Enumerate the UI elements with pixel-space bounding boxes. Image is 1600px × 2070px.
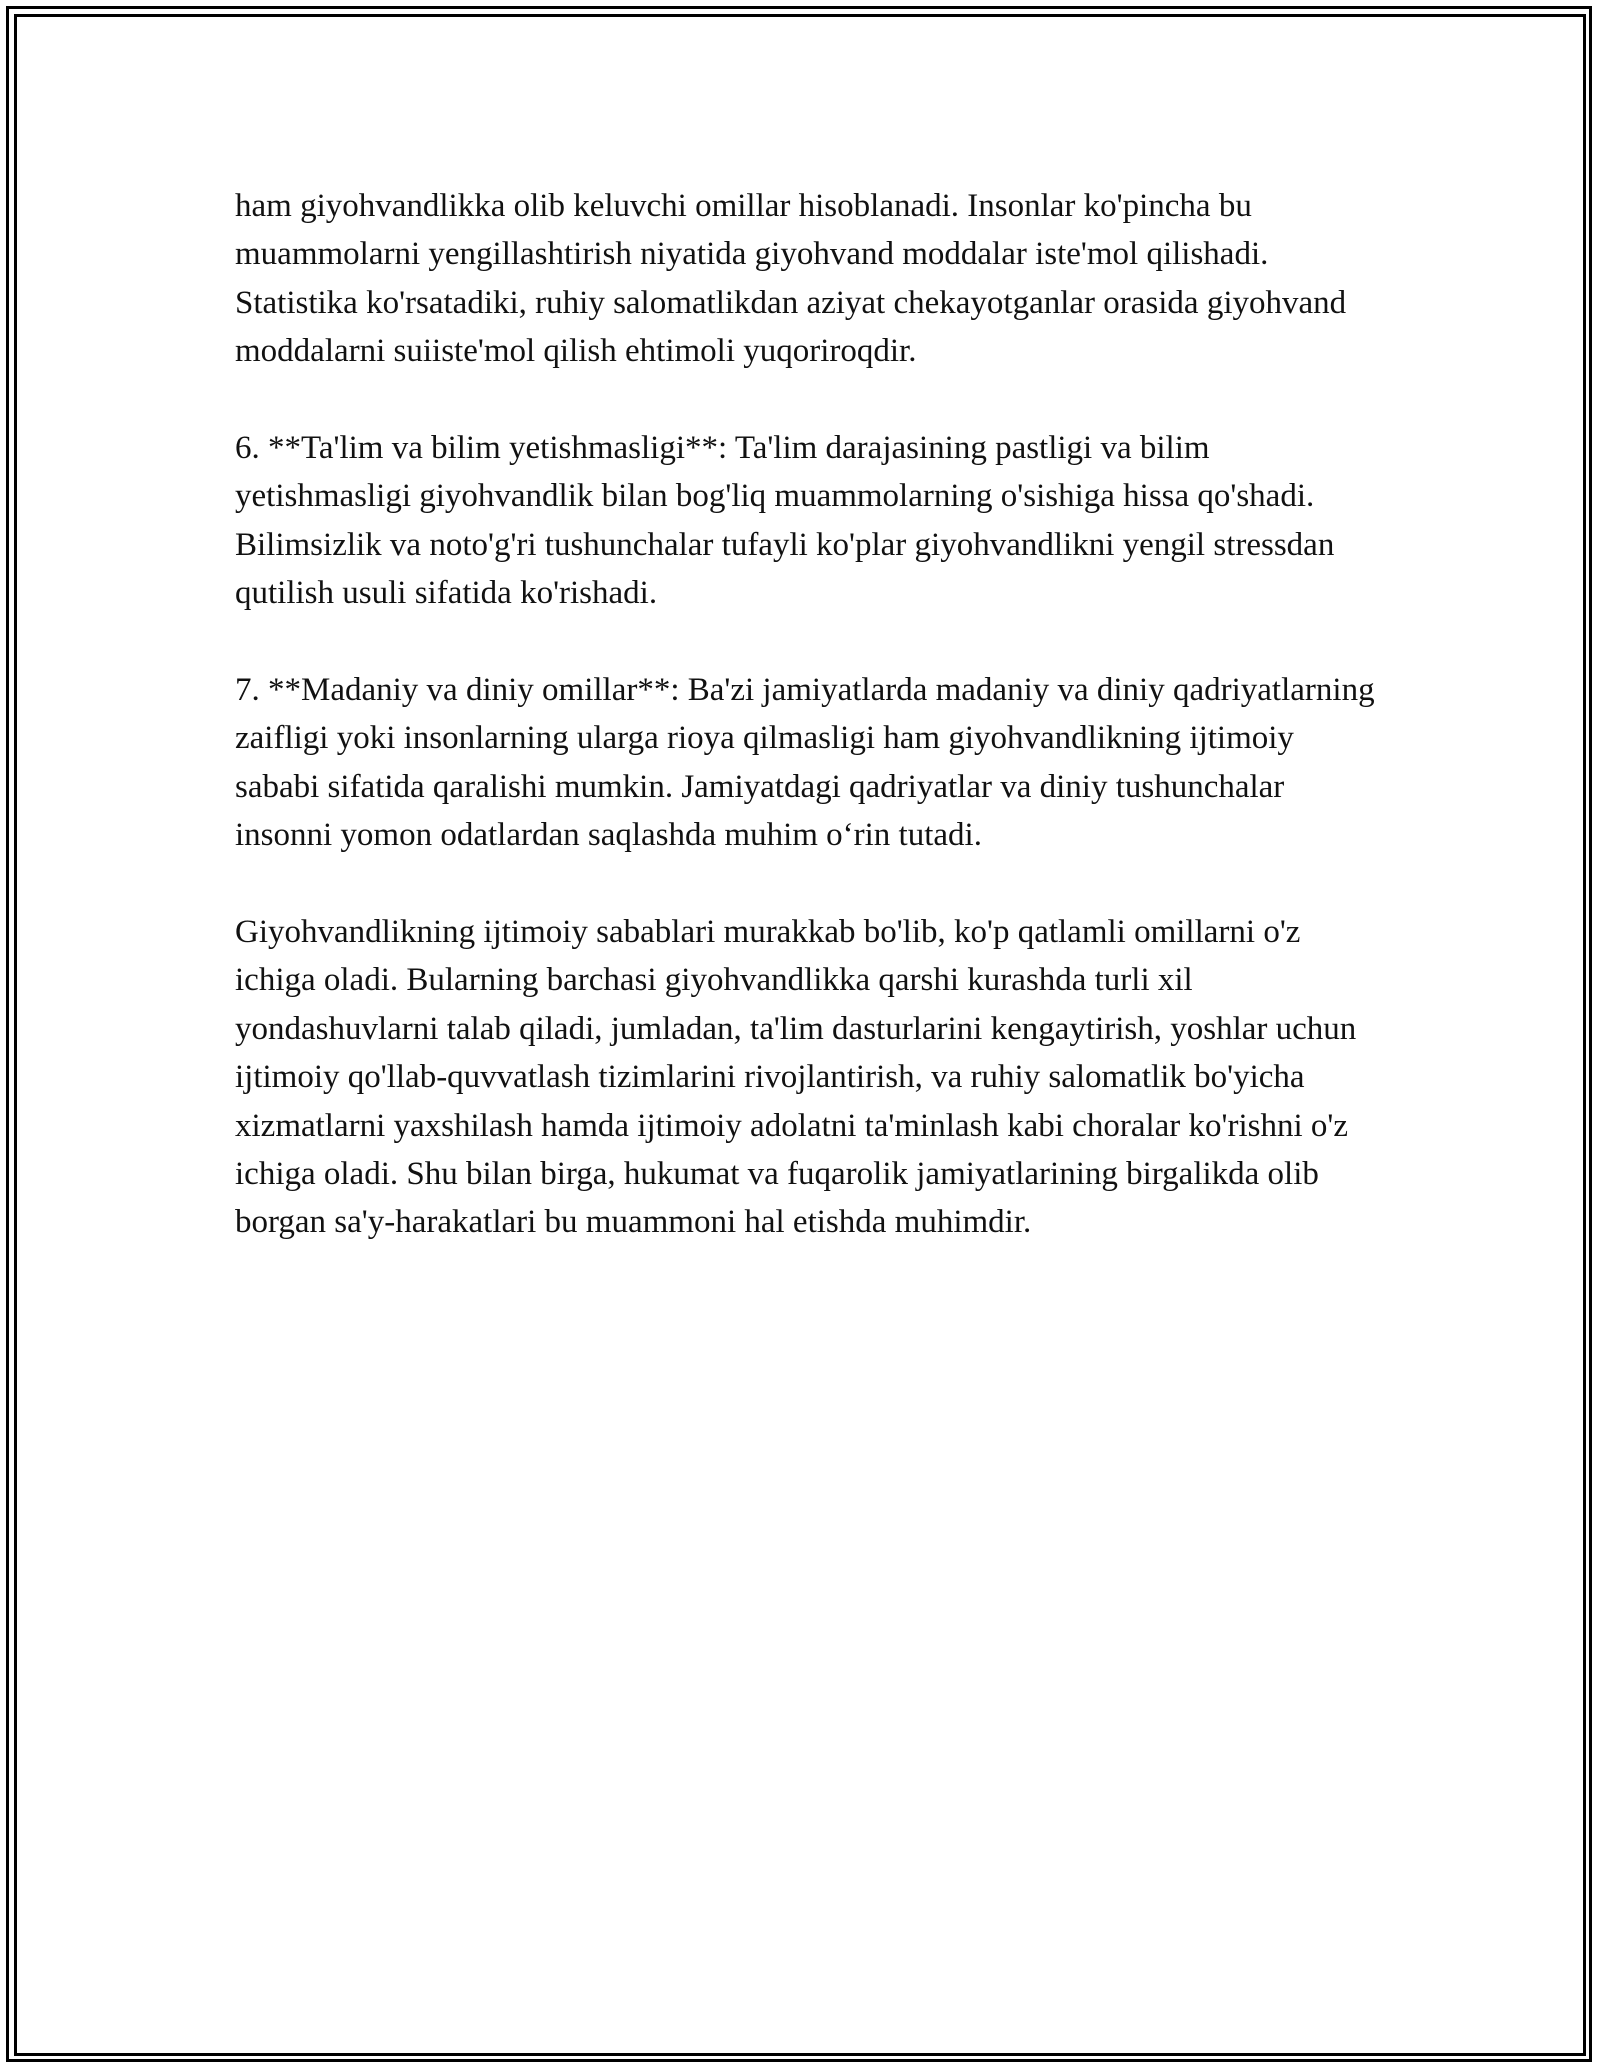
paragraph-conclusion: Giyohvandlikning ijtimoiy sabablari murakkab bo'lib, ko'p qatlamli omillarni o'z ichiga oladi. Bularning barchasi giyohvandlikka qarshi kurashda turli xil yondashuvlarni talab qiladi, jumladan, ta'lim dasturlarini kengaytirish, yoshlar uchun ijtimoiy qo'llab-quvvatlash tizimlarini rivojlantirish, va ruhiy salomatlik bo'yicha xizmatlarni yaxshilash hamda ijtimoiy adolatni ta'minlash kabi choralar ko'rishni o'z ichiga oladi. Shu bilan birga, hukumat va fuqarolik jamiyatlarining birgalikda olib borgan sa'y-harakatlari bu muammoni hal etishda muhimdir. — [235, 914, 1357, 1241]
paragraph-education-factor: 6. **Ta'lim va bilim yetishmasligi**: Ta'lim darajasining pastligi va bilim yetishmasligi giyohvandlik bilan bog'liq muammolarning o'sishiga hissa qo'shadi. Bilimsizlik va noto'g'ri tushunchalar tufayli ko'plar giyohvandlikni yengil stressdan qutilish usuli sifatida ko'rishadi. — [235, 430, 1335, 612]
paragraph-cultural-religious-factor: 7. **Madaniy va diniy omillar**: Ba'zi jamiyatlarda madaniy va diniy qadriyatlarning zaifligi yoki insonlarning ularga rioya qilmasligi ham giyohvandlikning ijtimoiy sababi sifatida qaralishi mumkin. Jamiyatdagi qadriyatlar va diniy tushunchalar insonni yomon odatlardan saqlashda muhim o‘rin tutadi. — [235, 672, 1375, 854]
paragraph-mental-health-continuation: ham giyohvandlikka olib keluvchi omillar hisoblanadi. Insonlar ko'pincha bu muammolarni yengillashtirish niyatida giyohvand moddalar iste'mol qilishadi. Statistika ko'rsatadiki, ruhiy salomatlikdan aziyat chekayotganlar orasida giyohvand moddalarni suiiste'mol qilish ehtimoli yuqoriroqdir. — [235, 188, 1347, 370]
document-body — [235, 182, 1375, 1295]
